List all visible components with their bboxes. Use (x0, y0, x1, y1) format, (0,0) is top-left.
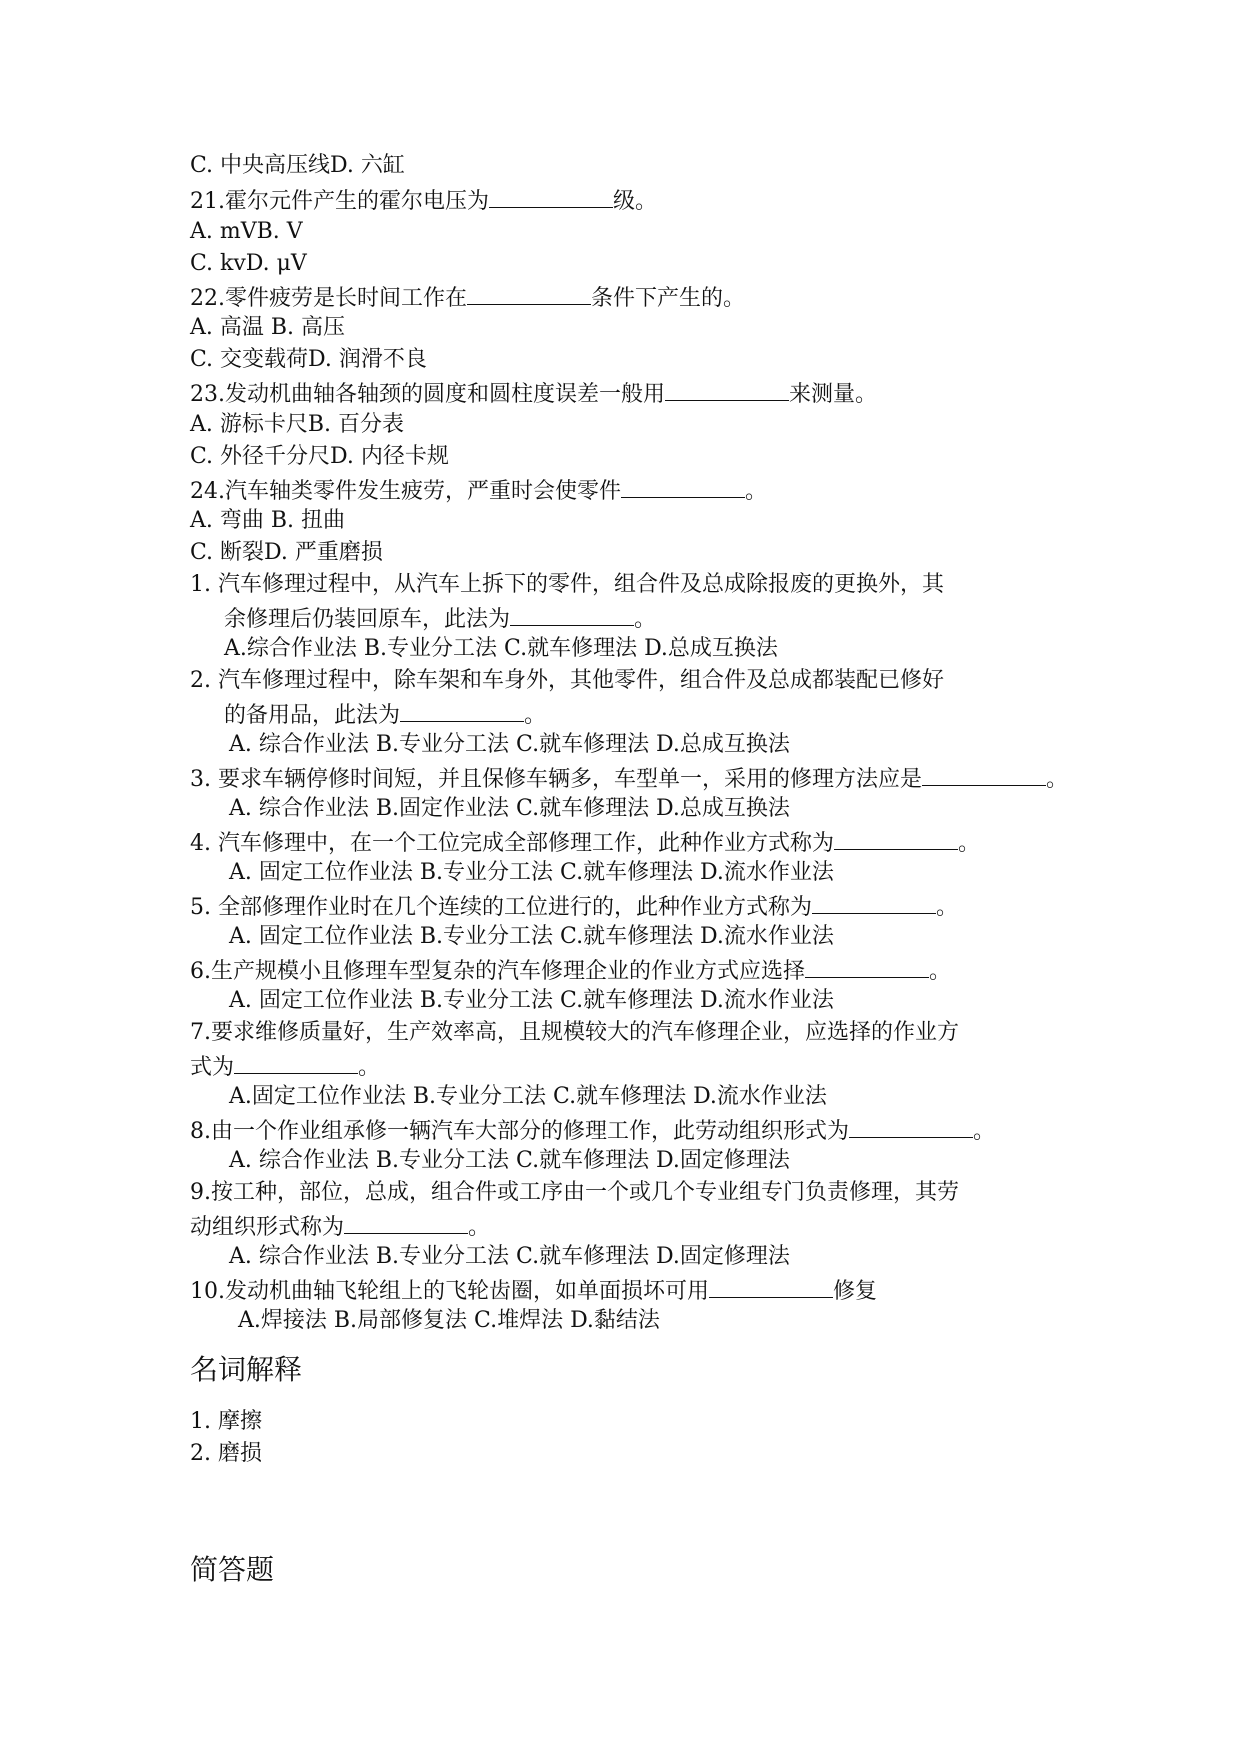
line-text: C. 交变载荷D. 润滑不良 (190, 347, 427, 372)
text-line (190, 539, 383, 567)
text-line (190, 571, 944, 599)
text-line (190, 314, 345, 342)
line-text-after-blank: 。 (468, 1215, 491, 1240)
text-line (190, 250, 307, 278)
answer-blank (400, 699, 524, 722)
answer-blank (510, 603, 634, 626)
text-line (190, 185, 657, 216)
text-line (224, 635, 778, 663)
line-text-after-blank: 。 (958, 831, 981, 856)
text-line (190, 346, 427, 374)
text-line (229, 731, 790, 759)
line-text: 7.要求维修质量好，生产效率高，且规模较大的汽车修理企业，应选择的作业方 (190, 1020, 959, 1045)
line-text: A.综合作业法 B.专业分工法 C.就车修理法 D.总成互换法 (224, 636, 778, 661)
line-text: 9.按工种，部位，总成，组合件或工序由一个或几个专业组专门负责修理，其劳 (190, 1180, 959, 1205)
line-text-after-blank: 。 (973, 1119, 996, 1144)
text-line (224, 603, 656, 634)
answer-blank (812, 891, 936, 914)
text-line (224, 699, 546, 730)
line-text: 1. 汽车修理过程中，从汽车上拆下的零件，组合件及总成除报废的更换外，其 (190, 572, 944, 597)
answer-blank (805, 955, 929, 978)
answer-blank (922, 763, 1046, 786)
answer-blank (849, 1115, 973, 1138)
text-line (229, 923, 834, 951)
text-line (190, 1051, 380, 1082)
line-text: C. 断裂D. 严重磨损 (190, 540, 383, 565)
text-line (190, 1115, 995, 1146)
line-text: A. 综合作业法 B.专业分工法 C.就车修理法 D.总成互换法 (229, 732, 790, 757)
text-line (190, 152, 405, 180)
text-line (190, 827, 980, 858)
line-text: 24.汽车轴类零件发生疲劳，严重时会使零件 (190, 479, 621, 504)
answer-blank (834, 827, 958, 850)
text-line (190, 378, 877, 409)
line-text: 22.零件疲劳是长时间工作在 (190, 286, 467, 311)
line-text-after-blank: 条件下产生的。 (591, 286, 746, 311)
line-text: A.焊接法 B.局部修复法 C.堆焊法 D.黏结法 (238, 1308, 660, 1333)
text-line (229, 859, 834, 887)
answer-blank (709, 1275, 833, 1298)
text-line (229, 1083, 827, 1111)
section-heading: 简答题 (190, 1553, 275, 1586)
text-line (190, 1440, 262, 1468)
text-line (190, 1211, 490, 1242)
line-text: 21.霍尔元件产生的霍尔电压为 (190, 189, 489, 214)
line-text-after-blank: 修复 (833, 1279, 878, 1304)
text-line (190, 891, 958, 922)
line-text: C. 中央高压线D. 六缸 (190, 153, 405, 178)
text-line (190, 443, 449, 471)
line-text: 式为 (190, 1055, 235, 1080)
text-line (190, 1179, 959, 1207)
text-line (229, 1243, 790, 1271)
text-line (238, 1307, 660, 1335)
text-line (190, 667, 944, 695)
line-text: 5. 全部修理作业时在几个连续的工位进行的，此种作业方式称为 (190, 895, 812, 920)
text-line (190, 1019, 959, 1047)
line-text: A. 综合作业法 B.专业分工法 C.就车修理法 D.固定修理法 (229, 1244, 790, 1269)
line-text: 动组织形式称为 (190, 1215, 345, 1240)
text-line (190, 282, 745, 313)
text-line (190, 218, 303, 246)
line-text: A. mVB. V (190, 219, 303, 244)
line-text: 23.发动机曲轴各轴颈的圆度和圆柱度误差一般用 (190, 382, 665, 407)
line-text-after-blank: 。 (745, 479, 768, 504)
line-text-after-blank: 级。 (613, 189, 658, 214)
text-line (190, 411, 404, 439)
line-text-after-blank: 。 (929, 959, 952, 984)
line-text: 2. 汽车修理过程中，除车架和车身外，其他零件，组合件及总成都装配已修好 (190, 668, 944, 693)
answer-blank (344, 1211, 468, 1234)
line-text: 4. 汽车修理中，在一个工位完成全部修理工作，此种作业方式称为 (190, 831, 834, 856)
text-line (190, 475, 767, 506)
line-text: 2. 磨损 (190, 1441, 262, 1466)
line-text: 6.生产规模小且修理车型复杂的汽车修理企业的作业方式应选择 (190, 959, 805, 984)
line-text: 10.发动机曲轴飞轮组上的飞轮齿圈，如单面损坏可用 (190, 1279, 709, 1304)
line-text: 余修理后仍装回原车，此法为 (224, 607, 511, 632)
text-line (190, 507, 345, 535)
text-line (229, 987, 834, 1015)
line-text: 3. 要求车辆停修时间短，并且保修车辆多，车型单一，采用的修理方法应是 (190, 767, 922, 792)
line-text-after-blank: 。 (524, 703, 547, 728)
answer-blank (467, 282, 591, 305)
text-line (229, 1147, 790, 1175)
text-line (190, 763, 1068, 794)
text-line (229, 795, 790, 823)
answer-blank (665, 378, 789, 401)
line-text: A. 高温 B. 高压 (190, 315, 346, 340)
line-text: 8.由一个作业组承修一辆汽车大部分的修理工作，此劳动组织形式为 (190, 1119, 849, 1144)
line-text: A. 弯曲 B. 扭曲 (190, 508, 346, 533)
section-heading: 名词解释 (190, 1353, 303, 1386)
text-line (190, 955, 951, 986)
line-text-after-blank: 。 (358, 1055, 381, 1080)
answer-blank (489, 185, 613, 208)
line-text-after-blank: 。 (634, 607, 657, 632)
line-text: A. 固定工位作业法 B.专业分工法 C.就车修理法 D.流水作业法 (229, 924, 834, 949)
text-line (190, 1275, 877, 1306)
answer-blank (621, 475, 745, 498)
text-line (190, 1408, 262, 1436)
line-text: A. 固定工位作业法 B.专业分工法 C.就车修理法 D.流水作业法 (229, 988, 834, 1013)
line-text: C. 外径千分尺D. 内径卡规 (190, 444, 449, 469)
answer-blank (234, 1051, 358, 1074)
line-text: A. 游标卡尺B. 百分表 (190, 412, 405, 437)
line-text: 的备用品，此法为 (224, 703, 401, 728)
line-text: A. 综合作业法 B.固定作业法 C.就车修理法 D.总成互换法 (229, 796, 790, 821)
line-text: A.固定工位作业法 B.专业分工法 C.就车修理法 D.流水作业法 (229, 1084, 827, 1109)
line-text-after-blank: 来测量。 (789, 382, 878, 407)
line-text: 1. 摩擦 (190, 1409, 262, 1434)
line-text: C. kvD. μV (190, 251, 307, 276)
line-text: A. 固定工位作业法 B.专业分工法 C.就车修理法 D.流水作业法 (229, 860, 834, 885)
line-text: A. 综合作业法 B.专业分工法 C.就车修理法 D.固定修理法 (229, 1148, 790, 1173)
line-text-after-blank: 。 (936, 895, 959, 920)
line-text-after-blank: 。 (1046, 767, 1069, 792)
